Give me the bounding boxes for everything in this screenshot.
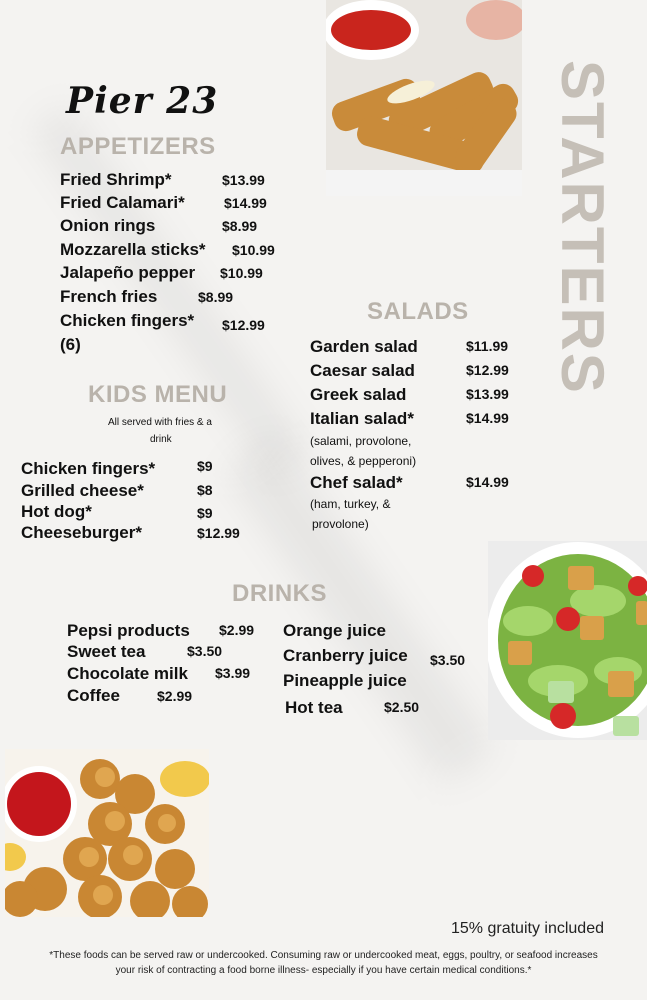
appetizer-name: Chicken fingers* xyxy=(60,311,195,330)
kids-menu-heading: KIDS MENU xyxy=(88,381,228,408)
drink-price: $2.99 xyxy=(157,688,193,704)
drink-price: $2.99 xyxy=(219,622,255,638)
salad-note: (ham, turkey, & xyxy=(310,497,391,511)
drink-price: $3.50 xyxy=(187,643,223,659)
appetizer-extra: (6) xyxy=(60,335,81,354)
kids-item-name: Cheeseburger* xyxy=(21,523,142,542)
salad-name: Italian salad* xyxy=(310,409,414,428)
appetizer-price: $10.99 xyxy=(232,242,275,258)
salad-name: Garden salad xyxy=(310,337,418,356)
drink-price: $3.50 xyxy=(430,652,466,668)
salad-note: olives, & pepperoni) xyxy=(310,454,417,468)
appetizer-price: $12.99 xyxy=(222,317,265,333)
appetizer-name: French fries xyxy=(60,287,158,306)
appetizer-price: $8.99 xyxy=(198,289,234,305)
salad-name: Chef salad* xyxy=(310,473,403,492)
salad-note: provolone) xyxy=(312,517,369,531)
drink-name: Pineapple juice xyxy=(283,671,407,690)
disclaimer-line: your risk of contracting a food borne illness- especially if you have certain medical conditions.* xyxy=(115,965,532,976)
drinks-heading: DRINKS xyxy=(232,580,328,607)
salad-photo xyxy=(488,541,647,740)
drink-name: Chocolate milk xyxy=(67,664,188,683)
appetizer-price: $8.99 xyxy=(222,218,258,234)
salad-name: Caesar salad xyxy=(310,361,415,380)
kids-item-name: Chicken fingers* xyxy=(21,459,156,478)
mozzarella-sticks-photo xyxy=(326,0,522,196)
drink-name: Orange juice xyxy=(283,621,386,640)
salad-price: $11.99 xyxy=(466,338,509,354)
salad-price: $14.99 xyxy=(466,410,509,426)
appetizer-name: Fried Calamari* xyxy=(60,193,185,212)
appetizer-price: $14.99 xyxy=(224,195,267,211)
drink-name: Cranberry juice xyxy=(283,646,408,665)
drink-name: Pepsi products xyxy=(67,621,190,640)
salad-price: $12.99 xyxy=(466,362,509,378)
fried-shrimp-photo xyxy=(5,749,209,917)
drink-name: Hot tea xyxy=(285,698,343,717)
salad-name: Greek salad xyxy=(310,385,407,404)
kids-item-name: Grilled cheese* xyxy=(21,481,144,500)
salad-price: $13.99 xyxy=(466,386,509,402)
drink-name: Sweet tea xyxy=(67,642,146,661)
appetizer-name: Jalapeño pepper xyxy=(60,263,196,282)
kids-item-price: $9 xyxy=(197,458,213,474)
appetizer-name: Fried Shrimp* xyxy=(60,170,172,189)
appetizer-name: Onion rings xyxy=(60,216,156,235)
salad-note: (salami, provolone, xyxy=(310,434,412,448)
salads-heading: SALADS xyxy=(367,298,469,325)
drink-price: $2.50 xyxy=(384,699,420,715)
drink-name: Coffee xyxy=(67,686,120,705)
appetizer-price: $10.99 xyxy=(220,265,263,281)
appetizers-heading: APPETIZERS xyxy=(60,133,216,160)
gratuity-note: 15% gratuity included xyxy=(451,920,604,937)
restaurant-logo: Pier 23 xyxy=(66,80,219,122)
drink-price: $3.99 xyxy=(215,665,251,681)
kids-subtitle: All served with fries & a xyxy=(108,417,212,428)
kids-subtitle: drink xyxy=(150,434,172,445)
appetizer-name: Mozzarella sticks* xyxy=(60,240,206,259)
kids-item-price: $9 xyxy=(197,505,213,521)
kids-item-price: $12.99 xyxy=(197,525,240,541)
appetizer-price: $13.99 xyxy=(222,172,265,188)
salad-price: $14.99 xyxy=(466,474,509,490)
kids-item-name: Hot dog* xyxy=(21,502,92,521)
disclaimer-line: *These foods can be served raw or undercooked. Consuming raw or undercooked meat, eggs, poultry, or seafood increases xyxy=(49,950,598,961)
kids-item-price: $8 xyxy=(197,482,213,498)
starters-heading: STARTERS xyxy=(549,60,616,395)
